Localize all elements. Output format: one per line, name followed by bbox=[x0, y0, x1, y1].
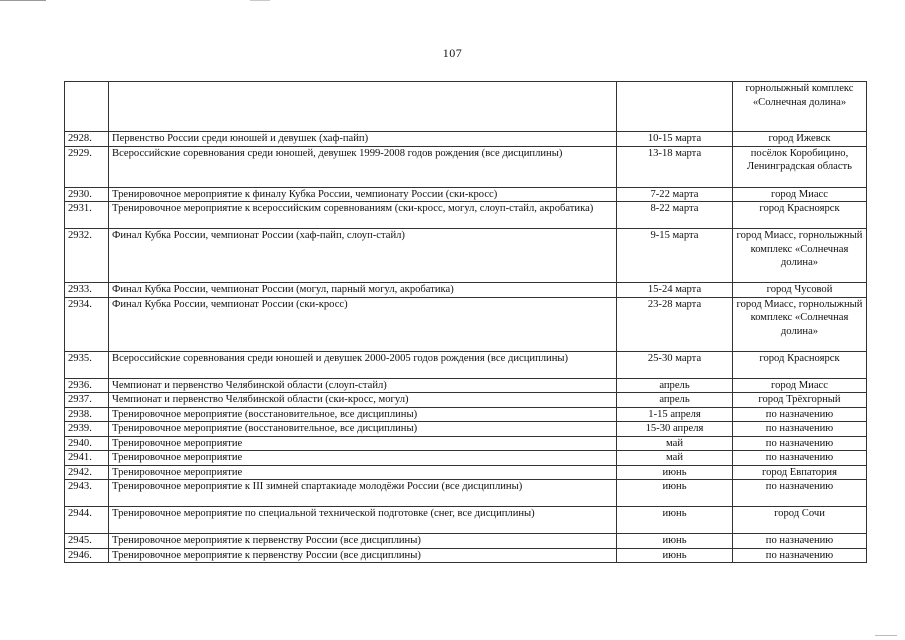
event-date: июнь bbox=[617, 534, 733, 549]
event-date bbox=[617, 82, 733, 132]
table-row bbox=[65, 229, 867, 283]
event-place: город Сочи bbox=[733, 507, 867, 534]
event-place: город Миасс, горнолыжный комплекс «Солнечная долина» bbox=[733, 229, 867, 283]
event-date: 10-15 марта bbox=[617, 132, 733, 147]
row-number: 2929. bbox=[65, 146, 109, 187]
table-row bbox=[65, 378, 867, 393]
table-row bbox=[65, 283, 867, 298]
event-place: по назначению bbox=[733, 422, 867, 437]
event-date: 9-15 марта bbox=[617, 229, 733, 283]
event-place: по назначению bbox=[733, 480, 867, 507]
row-number: 2946. bbox=[65, 548, 109, 563]
table-row bbox=[65, 82, 867, 132]
event-date: май bbox=[617, 436, 733, 451]
event-name: Финал Кубка России, чемпионат России (хаф-пайп, слоуп-стайл) bbox=[109, 229, 617, 283]
event-date: 1-15 апреля bbox=[617, 407, 733, 422]
row-number: 2936. bbox=[65, 378, 109, 393]
table-row bbox=[65, 202, 867, 229]
event-place: город Миасс bbox=[733, 187, 867, 202]
event-place: по назначению bbox=[733, 548, 867, 563]
event-date: апрель bbox=[617, 393, 733, 408]
table-row bbox=[65, 146, 867, 187]
table-row bbox=[65, 507, 867, 534]
table-row bbox=[65, 548, 867, 563]
event-date: 25-30 марта bbox=[617, 351, 733, 378]
event-place: город Трёхгорный bbox=[733, 393, 867, 408]
row-number: 2935. bbox=[65, 351, 109, 378]
event-name: Финал Кубка России, чемпионат России (могул, парный могул, акробатика) bbox=[109, 283, 617, 298]
event-place: город Чусовой bbox=[733, 283, 867, 298]
table-row bbox=[65, 465, 867, 480]
event-place: город Евпатория bbox=[733, 465, 867, 480]
row-number: 2933. bbox=[65, 283, 109, 298]
event-place: город Ижевск bbox=[733, 132, 867, 147]
row-number: 2937. bbox=[65, 393, 109, 408]
event-date: 13-18 марта bbox=[617, 146, 733, 187]
scan-edge-line bbox=[250, 0, 270, 1]
event-date: 15-24 марта bbox=[617, 283, 733, 298]
event-place: город Миасс, горнолыжный комплекс «Солнечная долина» bbox=[733, 297, 867, 351]
event-name: Финал Кубка России, чемпионат России (ски-кросс) bbox=[109, 297, 617, 351]
row-number: 2931. bbox=[65, 202, 109, 229]
table-row bbox=[65, 407, 867, 422]
event-name: Тренировочное мероприятие к первенству России (все дисциплины) bbox=[109, 534, 617, 549]
scan-edge-line bbox=[0, 0, 46, 1]
event-place: посёлок Коробицино, Ленинградская область bbox=[733, 146, 867, 187]
row-number: 2945. bbox=[65, 534, 109, 549]
event-place: по назначению bbox=[733, 451, 867, 466]
event-place: город Красноярск bbox=[733, 351, 867, 378]
table-row bbox=[65, 422, 867, 437]
row-number: 2942. bbox=[65, 465, 109, 480]
event-date: 23-28 марта bbox=[617, 297, 733, 351]
event-name: Чемпионат и первенство Челябинской области (ски-кросс, могул) bbox=[109, 393, 617, 408]
event-date: 7-22 марта bbox=[617, 187, 733, 202]
row-number: 2944. bbox=[65, 507, 109, 534]
table-row bbox=[65, 451, 867, 466]
event-place: город Красноярск bbox=[733, 202, 867, 229]
table-row bbox=[65, 534, 867, 549]
row-number: 2941. bbox=[65, 451, 109, 466]
event-date: 8-22 марта bbox=[617, 202, 733, 229]
event-name: Тренировочное мероприятие bbox=[109, 451, 617, 466]
row-number: 2938. bbox=[65, 407, 109, 422]
row-number: 2943. bbox=[65, 480, 109, 507]
row-number: 2932. bbox=[65, 229, 109, 283]
event-place: город Миасс bbox=[733, 378, 867, 393]
table-row bbox=[65, 480, 867, 507]
table-row bbox=[65, 393, 867, 408]
event-date: июнь bbox=[617, 548, 733, 563]
events-table bbox=[64, 81, 867, 563]
event-name: Первенство России среди юношей и девушек (хаф-пайп) bbox=[109, 132, 617, 147]
event-name bbox=[109, 82, 617, 132]
event-name: Чемпионат и первенство Челябинской области (слоуп-стайл) bbox=[109, 378, 617, 393]
table-row bbox=[65, 187, 867, 202]
table-row bbox=[65, 132, 867, 147]
event-date: 15-30 апреля bbox=[617, 422, 733, 437]
event-place: по назначению bbox=[733, 407, 867, 422]
event-date: апрель bbox=[617, 378, 733, 393]
event-name: Тренировочное мероприятие к финалу Кубка России, чемпионату России (ски-кросс) bbox=[109, 187, 617, 202]
event-name: Тренировочное мероприятие по специальной технической подготовке (снег, все дисциплины) bbox=[109, 507, 617, 534]
event-name: Тренировочное мероприятие (восстановительное, все дисциплины) bbox=[109, 407, 617, 422]
events-table-body bbox=[65, 82, 867, 563]
table-row bbox=[65, 351, 867, 378]
row-number: 2928. bbox=[65, 132, 109, 147]
page-number: 107 bbox=[442, 46, 463, 60]
row-number: 2930. bbox=[65, 187, 109, 202]
event-name: Тренировочное мероприятие к III зимней спартакиаде молодёжи России (все дисциплины) bbox=[109, 480, 617, 507]
event-name: Тренировочное мероприятие (восстановительное, все дисциплины) bbox=[109, 422, 617, 437]
event-name: Тренировочное мероприятие к первенству России (все дисциплины) bbox=[109, 548, 617, 563]
event-place: по назначению bbox=[733, 436, 867, 451]
row-number: 2940. bbox=[65, 436, 109, 451]
scan-edge-line bbox=[875, 635, 897, 636]
event-name: Тренировочное мероприятие bbox=[109, 436, 617, 451]
row-number: 2934. bbox=[65, 297, 109, 351]
event-place: по назначению bbox=[733, 534, 867, 549]
table-row bbox=[65, 436, 867, 451]
event-date: июнь bbox=[617, 465, 733, 480]
event-place: горнолыжный комплекс «Солнечная долина» bbox=[733, 82, 867, 132]
event-date: июнь bbox=[617, 480, 733, 507]
event-date: май bbox=[617, 451, 733, 466]
row-number bbox=[65, 82, 109, 132]
event-name: Тренировочное мероприятие к всероссийским соревнованиям (ски-кросс, могул, слоуп-стайл, акробатика) bbox=[109, 202, 617, 229]
table-row bbox=[65, 297, 867, 351]
event-name: Всероссийские соревнования среди юношей и девушек 2000-2005 годов рождения (все дисциплины) bbox=[109, 351, 617, 378]
row-number: 2939. bbox=[65, 422, 109, 437]
event-name: Тренировочное мероприятие bbox=[109, 465, 617, 480]
event-name: Всероссийские соревнования среди юношей, девушек 1999-2008 годов рождения (все дисциплины) bbox=[109, 146, 617, 187]
event-date: июнь bbox=[617, 507, 733, 534]
